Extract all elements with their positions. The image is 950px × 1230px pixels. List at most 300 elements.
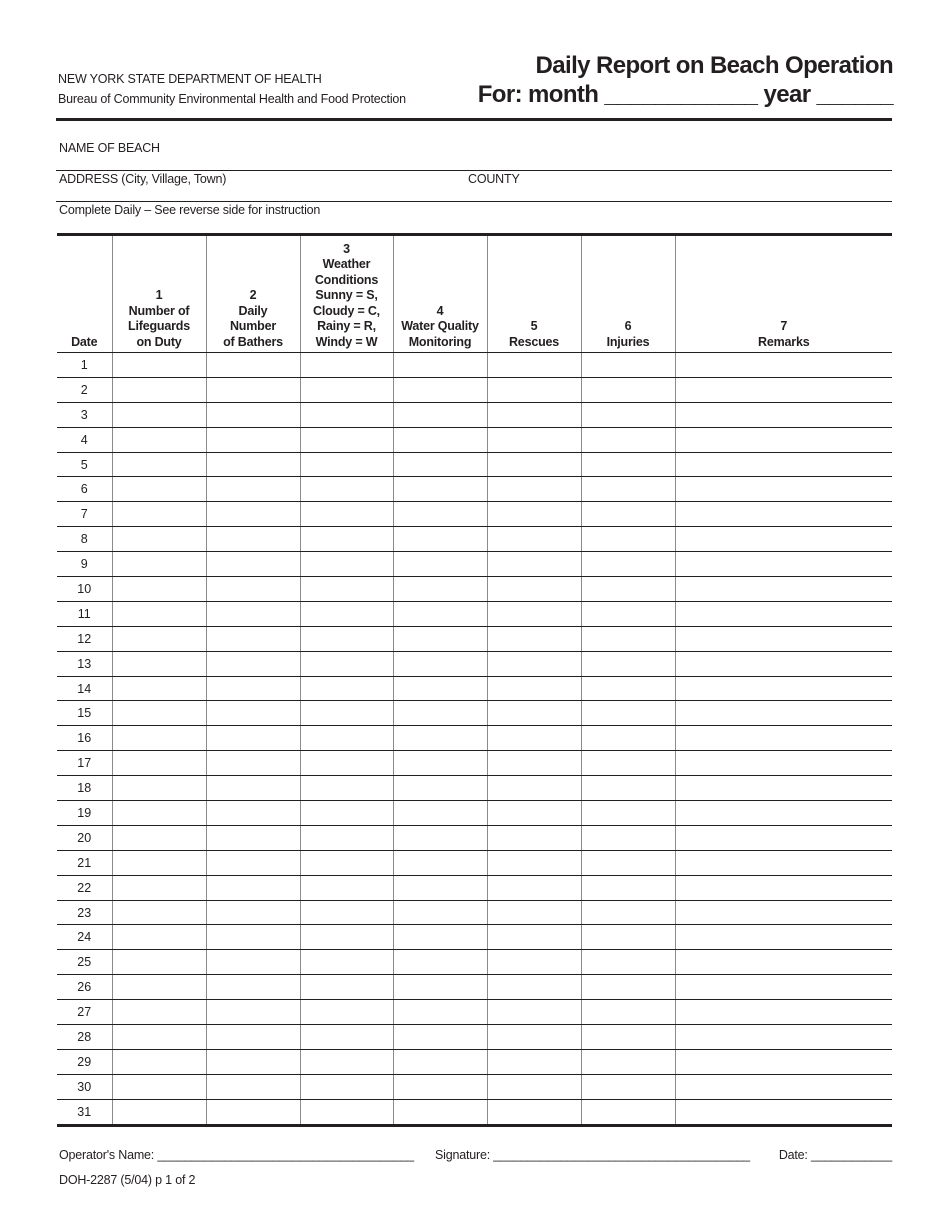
entry-cell[interactable] <box>393 925 487 950</box>
entry-cell[interactable] <box>487 427 581 452</box>
entry-cell[interactable] <box>300 502 393 527</box>
entry-cell[interactable] <box>300 701 393 726</box>
entry-cell[interactable] <box>393 751 487 776</box>
entry-cell[interactable] <box>487 676 581 701</box>
table-row <box>57 850 892 875</box>
entry-cell[interactable] <box>675 1099 892 1125</box>
entry-cell[interactable] <box>581 1074 675 1099</box>
entry-cell[interactable] <box>206 751 300 776</box>
entry-cell[interactable] <box>112 925 206 950</box>
entry-cell[interactable] <box>206 377 300 402</box>
entry-cell[interactable] <box>487 850 581 875</box>
table-row <box>57 975 892 1000</box>
entry-cell[interactable] <box>206 502 300 527</box>
entry-cell[interactable] <box>487 701 581 726</box>
column-label: Injuries <box>606 334 650 349</box>
entry-cell[interactable] <box>393 552 487 577</box>
entry-cell[interactable] <box>675 776 892 801</box>
entry-cell[interactable] <box>393 825 487 850</box>
entry-cell[interactable] <box>112 751 206 776</box>
column-label: Sunny = S, <box>315 288 378 302</box>
table-row <box>57 900 892 925</box>
entry-cell[interactable] <box>675 1074 892 1099</box>
entry-cell[interactable] <box>206 676 300 701</box>
table-row <box>57 427 892 452</box>
entry-cell[interactable] <box>393 850 487 875</box>
entry-cell[interactable] <box>675 701 892 726</box>
entry-cell[interactable] <box>393 726 487 751</box>
date-cell: 15 <box>57 701 112 726</box>
entry-cell[interactable] <box>393 1074 487 1099</box>
entry-cell[interactable] <box>393 975 487 1000</box>
entry-cell[interactable] <box>487 502 581 527</box>
entry-cell[interactable] <box>487 975 581 1000</box>
entry-cell[interactable] <box>112 850 206 875</box>
entry-cell[interactable] <box>206 850 300 875</box>
header-divider <box>56 118 892 121</box>
entry-cell[interactable] <box>300 975 393 1000</box>
entry-cell[interactable] <box>206 427 300 452</box>
table-row <box>57 477 892 502</box>
table-row <box>57 925 892 950</box>
signature-field[interactable]: Signature: ______________________________________ <box>435 1148 750 1162</box>
entry-cell[interactable] <box>487 751 581 776</box>
entry-cell[interactable] <box>393 377 487 402</box>
entry-cell[interactable] <box>581 776 675 801</box>
entry-cell[interactable] <box>393 502 487 527</box>
entry-cell[interactable] <box>206 477 300 502</box>
entry-cell[interactable] <box>300 676 393 701</box>
entry-cell[interactable] <box>300 377 393 402</box>
entry-cell[interactable] <box>675 726 892 751</box>
entry-cell[interactable] <box>206 825 300 850</box>
column-header-5 <box>487 235 581 353</box>
entry-cell[interactable] <box>300 900 393 925</box>
entry-cell[interactable] <box>487 950 581 975</box>
entry-cell[interactable] <box>206 1074 300 1099</box>
table-row <box>57 1099 892 1125</box>
column-label: Weather <box>322 257 371 271</box>
entry-cell[interactable] <box>675 1000 892 1025</box>
entry-cell[interactable] <box>393 651 487 676</box>
entry-cell[interactable] <box>581 975 675 1000</box>
column-header-7 <box>675 235 892 353</box>
table-row <box>57 676 892 701</box>
entry-cell[interactable] <box>206 577 300 602</box>
table-row <box>57 1025 892 1050</box>
date-cell: 24 <box>57 925 112 950</box>
entry-cell[interactable] <box>675 552 892 577</box>
entry-cell[interactable] <box>206 601 300 626</box>
column-number: 2 <box>249 288 257 302</box>
entry-cell[interactable] <box>393 676 487 701</box>
column-number: 3 <box>343 241 350 256</box>
column-number: 4 <box>436 303 444 318</box>
entry-cell[interactable] <box>581 577 675 602</box>
date-cell: 3 <box>57 402 112 427</box>
date-cell: 8 <box>57 527 112 552</box>
date-cell: 31 <box>57 1099 112 1125</box>
entry-cell[interactable] <box>581 900 675 925</box>
entry-cell[interactable] <box>112 950 206 975</box>
table-row <box>57 527 892 552</box>
entry-cell[interactable] <box>581 1049 675 1074</box>
entry-cell[interactable] <box>206 726 300 751</box>
table-row <box>57 601 892 626</box>
entry-cell[interactable] <box>206 701 300 726</box>
column-label: Number of <box>128 303 190 318</box>
entry-cell[interactable] <box>581 527 675 552</box>
address-county-field[interactable] <box>56 201 892 202</box>
table-row <box>57 825 892 850</box>
entry-cell[interactable] <box>393 701 487 726</box>
table-row <box>57 377 892 402</box>
entry-cell[interactable] <box>487 377 581 402</box>
entry-cell[interactable] <box>487 353 581 378</box>
entry-cell[interactable] <box>487 875 581 900</box>
entry-cell[interactable] <box>393 801 487 826</box>
entry-cell[interactable] <box>300 552 393 577</box>
entry-cell[interactable] <box>206 1000 300 1025</box>
entry-cell[interactable] <box>675 477 892 502</box>
entry-cell[interactable] <box>112 1000 206 1025</box>
entry-cell[interactable] <box>206 875 300 900</box>
entry-cell[interactable] <box>206 452 300 477</box>
entry-cell[interactable] <box>206 801 300 826</box>
entry-cell[interactable] <box>206 402 300 427</box>
entry-cell[interactable] <box>487 726 581 751</box>
date-cell: 21 <box>57 850 112 875</box>
entry-cell[interactable] <box>487 1099 581 1125</box>
table-row <box>57 1074 892 1099</box>
entry-cell[interactable] <box>300 1074 393 1099</box>
entry-cell[interactable] <box>112 726 206 751</box>
entry-cell[interactable] <box>206 651 300 676</box>
entry-cell[interactable] <box>300 353 393 378</box>
entry-cell[interactable] <box>581 552 675 577</box>
entry-cell[interactable] <box>112 825 206 850</box>
entry-cell[interactable] <box>487 527 581 552</box>
entry-cell[interactable] <box>112 776 206 801</box>
entry-cell[interactable] <box>300 950 393 975</box>
entry-cell[interactable] <box>112 353 206 378</box>
date-cell: 12 <box>57 626 112 651</box>
entry-cell[interactable] <box>393 1000 487 1025</box>
entry-cell[interactable] <box>112 1074 206 1099</box>
date-cell: 28 <box>57 1025 112 1050</box>
entry-cell[interactable] <box>675 651 892 676</box>
entry-cell[interactable] <box>300 427 393 452</box>
entry-cell[interactable] <box>675 975 892 1000</box>
address-label: ADDRESS (City, Village, Town) <box>59 172 227 186</box>
entry-cell[interactable] <box>581 1000 675 1025</box>
entry-cell[interactable] <box>300 875 393 900</box>
table-row <box>57 776 892 801</box>
entry-cell[interactable] <box>393 875 487 900</box>
entry-cell[interactable] <box>393 1099 487 1125</box>
date-cell: 1 <box>57 353 112 378</box>
column-label: of Bathers <box>223 334 283 349</box>
date-cell: 26 <box>57 975 112 1000</box>
name-of-beach-field[interactable] <box>56 170 892 171</box>
entry-cell[interactable] <box>581 626 675 651</box>
entry-cell[interactable] <box>581 1099 675 1125</box>
entry-cell[interactable] <box>581 726 675 751</box>
entry-cell[interactable] <box>112 1025 206 1050</box>
entry-cell[interactable] <box>581 502 675 527</box>
date-cell: 2 <box>57 377 112 402</box>
entry-cell[interactable] <box>581 601 675 626</box>
table-row <box>57 577 892 602</box>
entry-cell[interactable] <box>112 402 206 427</box>
entry-cell[interactable] <box>487 900 581 925</box>
entry-cell[interactable] <box>300 477 393 502</box>
month-year-field[interactable]: For: month ____________ year ______ <box>477 81 893 108</box>
page-title: Daily Report on Beach Operation <box>535 52 893 79</box>
entry-cell[interactable] <box>675 577 892 602</box>
entry-cell[interactable] <box>675 751 892 776</box>
table-row <box>57 1049 892 1074</box>
entry-cell[interactable] <box>487 1000 581 1025</box>
date-cell: 22 <box>57 875 112 900</box>
date-cell: 5 <box>57 452 112 477</box>
entry-cell[interactable] <box>675 527 892 552</box>
entry-cell[interactable] <box>300 751 393 776</box>
column-label: Rainy = R, <box>317 319 376 333</box>
entry-cell[interactable] <box>300 527 393 552</box>
entry-cell[interactable] <box>300 402 393 427</box>
entry-cell[interactable] <box>300 925 393 950</box>
date-cell: 17 <box>57 751 112 776</box>
entry-cell[interactable] <box>675 925 892 950</box>
entry-cell[interactable] <box>487 402 581 427</box>
date-cell: 6 <box>57 477 112 502</box>
entry-cell[interactable] <box>675 875 892 900</box>
entry-cell[interactable] <box>487 1049 581 1074</box>
entry-cell[interactable] <box>112 502 206 527</box>
entry-cell[interactable] <box>487 577 581 602</box>
entry-cell[interactable] <box>393 1049 487 1074</box>
entry-cell[interactable] <box>487 601 581 626</box>
date-field[interactable]: Date: ____________ <box>778 1148 892 1162</box>
entry-cell[interactable] <box>112 651 206 676</box>
entry-cell[interactable] <box>581 850 675 875</box>
column-number: 6 <box>624 319 632 333</box>
entry-cell[interactable] <box>206 925 300 950</box>
entry-cell[interactable] <box>581 477 675 502</box>
column-label: Cloudy = C, <box>313 303 380 318</box>
entry-cell[interactable] <box>487 1074 581 1099</box>
entry-cell[interactable] <box>393 452 487 477</box>
entry-cell[interactable] <box>675 353 892 378</box>
entry-cell[interactable] <box>487 1025 581 1050</box>
entry-cell[interactable] <box>393 402 487 427</box>
table-row <box>57 875 892 900</box>
table-row <box>57 801 892 826</box>
entry-cell[interactable] <box>393 577 487 602</box>
entry-cell[interactable] <box>300 1025 393 1050</box>
entry-cell[interactable] <box>300 825 393 850</box>
entry-cell[interactable] <box>581 651 675 676</box>
entry-cell[interactable] <box>206 1025 300 1050</box>
column-header-4 <box>393 235 487 353</box>
date-cell: 7 <box>57 502 112 527</box>
entry-cell[interactable] <box>300 1099 393 1125</box>
entry-cell[interactable] <box>581 825 675 850</box>
entry-cell[interactable] <box>112 377 206 402</box>
table-row <box>57 353 892 378</box>
entry-cell[interactable] <box>675 502 892 527</box>
date-cell: 9 <box>57 552 112 577</box>
entry-cell[interactable] <box>112 552 206 577</box>
entry-cell[interactable] <box>300 776 393 801</box>
column-number: 7 <box>780 319 788 333</box>
entry-cell[interactable] <box>112 577 206 602</box>
entry-cell[interactable] <box>393 626 487 651</box>
entry-cell[interactable] <box>300 601 393 626</box>
entry-cell[interactable] <box>206 900 300 925</box>
entry-cell[interactable] <box>675 950 892 975</box>
table-row <box>57 726 892 751</box>
entry-cell[interactable] <box>206 776 300 801</box>
entry-cell[interactable] <box>300 626 393 651</box>
entry-cell[interactable] <box>393 427 487 452</box>
entry-cell[interactable] <box>206 1049 300 1074</box>
entry-cell[interactable] <box>581 875 675 900</box>
entry-cell[interactable] <box>487 477 581 502</box>
date-cell: 14 <box>57 676 112 701</box>
entry-cell[interactable] <box>112 1099 206 1125</box>
date-cell: 19 <box>57 801 112 826</box>
entry-cell[interactable] <box>112 801 206 826</box>
entry-cell[interactable] <box>393 601 487 626</box>
entry-cell[interactable] <box>581 452 675 477</box>
entry-cell[interactable] <box>206 552 300 577</box>
entry-cell[interactable] <box>206 950 300 975</box>
entry-cell[interactable] <box>300 1000 393 1025</box>
table-row <box>57 701 892 726</box>
entry-cell[interactable] <box>581 377 675 402</box>
entry-cell[interactable] <box>675 1049 892 1074</box>
column-label: on Duty <box>136 334 182 349</box>
entry-cell[interactable] <box>300 726 393 751</box>
entry-cell[interactable] <box>581 925 675 950</box>
entry-cell[interactable] <box>300 850 393 875</box>
entry-cell[interactable] <box>487 651 581 676</box>
entry-cell[interactable] <box>206 353 300 378</box>
entry-cell[interactable] <box>675 427 892 452</box>
entry-cell[interactable] <box>112 601 206 626</box>
entry-cell[interactable] <box>581 1025 675 1050</box>
entry-cell[interactable] <box>675 1025 892 1050</box>
entry-cell[interactable] <box>581 676 675 701</box>
table-header-row <box>57 235 892 353</box>
date-cell: 23 <box>57 900 112 925</box>
entry-cell[interactable] <box>393 527 487 552</box>
entry-cell[interactable] <box>300 452 393 477</box>
entry-cell[interactable] <box>112 875 206 900</box>
entry-cell[interactable] <box>393 776 487 801</box>
date-cell: 18 <box>57 776 112 801</box>
date-cell: 10 <box>57 577 112 602</box>
entry-cell[interactable] <box>487 776 581 801</box>
entry-cell[interactable] <box>581 353 675 378</box>
entry-cell[interactable] <box>112 1049 206 1074</box>
entry-cell[interactable] <box>112 427 206 452</box>
entry-cell[interactable] <box>581 701 675 726</box>
column-label: Remarks <box>758 334 810 349</box>
table-row <box>57 626 892 651</box>
date-cell: 11 <box>57 601 112 626</box>
entry-cell[interactable] <box>112 900 206 925</box>
operator-name-field[interactable]: Operator's Name: ______________________________________ <box>59 1148 414 1162</box>
table-row <box>57 452 892 477</box>
entry-cell[interactable] <box>112 527 206 552</box>
entry-cell[interactable] <box>112 676 206 701</box>
entry-cell[interactable] <box>393 900 487 925</box>
entry-cell[interactable] <box>393 353 487 378</box>
date-cell: 16 <box>57 726 112 751</box>
date-cell: 4 <box>57 427 112 452</box>
entry-cell[interactable] <box>675 900 892 925</box>
entry-cell[interactable] <box>675 626 892 651</box>
column-header-1 <box>112 235 206 353</box>
entry-cell[interactable] <box>487 452 581 477</box>
entry-cell[interactable] <box>487 825 581 850</box>
entry-cell[interactable] <box>206 527 300 552</box>
entry-cell[interactable] <box>206 626 300 651</box>
entry-cell[interactable] <box>675 601 892 626</box>
entry-cell[interactable] <box>487 925 581 950</box>
entry-cell[interactable] <box>112 452 206 477</box>
entry-cell[interactable] <box>300 801 393 826</box>
entry-cell[interactable] <box>675 676 892 701</box>
entry-cell[interactable] <box>581 427 675 452</box>
entry-cell[interactable] <box>112 477 206 502</box>
column-label: Monitoring <box>408 334 472 349</box>
instruction-text: Complete Daily – See reverse side for instruction <box>59 203 321 217</box>
date-cell: 29 <box>57 1049 112 1074</box>
entry-cell[interactable] <box>487 552 581 577</box>
entry-cell[interactable] <box>675 377 892 402</box>
column-label: Daily <box>238 303 268 318</box>
entry-cell[interactable] <box>581 801 675 826</box>
entry-cell[interactable] <box>112 626 206 651</box>
entry-cell[interactable] <box>581 950 675 975</box>
entry-cell[interactable] <box>393 950 487 975</box>
entry-cell[interactable] <box>300 577 393 602</box>
entry-cell[interactable] <box>393 1025 487 1050</box>
entry-cell[interactable] <box>675 402 892 427</box>
entry-cell[interactable] <box>675 452 892 477</box>
entry-cell[interactable] <box>300 651 393 676</box>
entry-cell[interactable] <box>675 850 892 875</box>
entry-cell[interactable] <box>300 1049 393 1074</box>
entry-cell[interactable] <box>206 975 300 1000</box>
entry-cell[interactable] <box>487 626 581 651</box>
entry-cell[interactable] <box>675 825 892 850</box>
entry-cell[interactable] <box>393 477 487 502</box>
entry-cell[interactable] <box>581 751 675 776</box>
entry-cell[interactable] <box>112 975 206 1000</box>
bureau-name: Bureau of Community Environmental Health and Food Protection <box>58 92 406 106</box>
entry-cell[interactable] <box>112 701 206 726</box>
entry-cell[interactable] <box>675 801 892 826</box>
entry-cell[interactable] <box>206 1099 300 1125</box>
daily-log-table <box>57 233 892 1127</box>
entry-cell[interactable] <box>581 402 675 427</box>
entry-cell[interactable] <box>487 801 581 826</box>
